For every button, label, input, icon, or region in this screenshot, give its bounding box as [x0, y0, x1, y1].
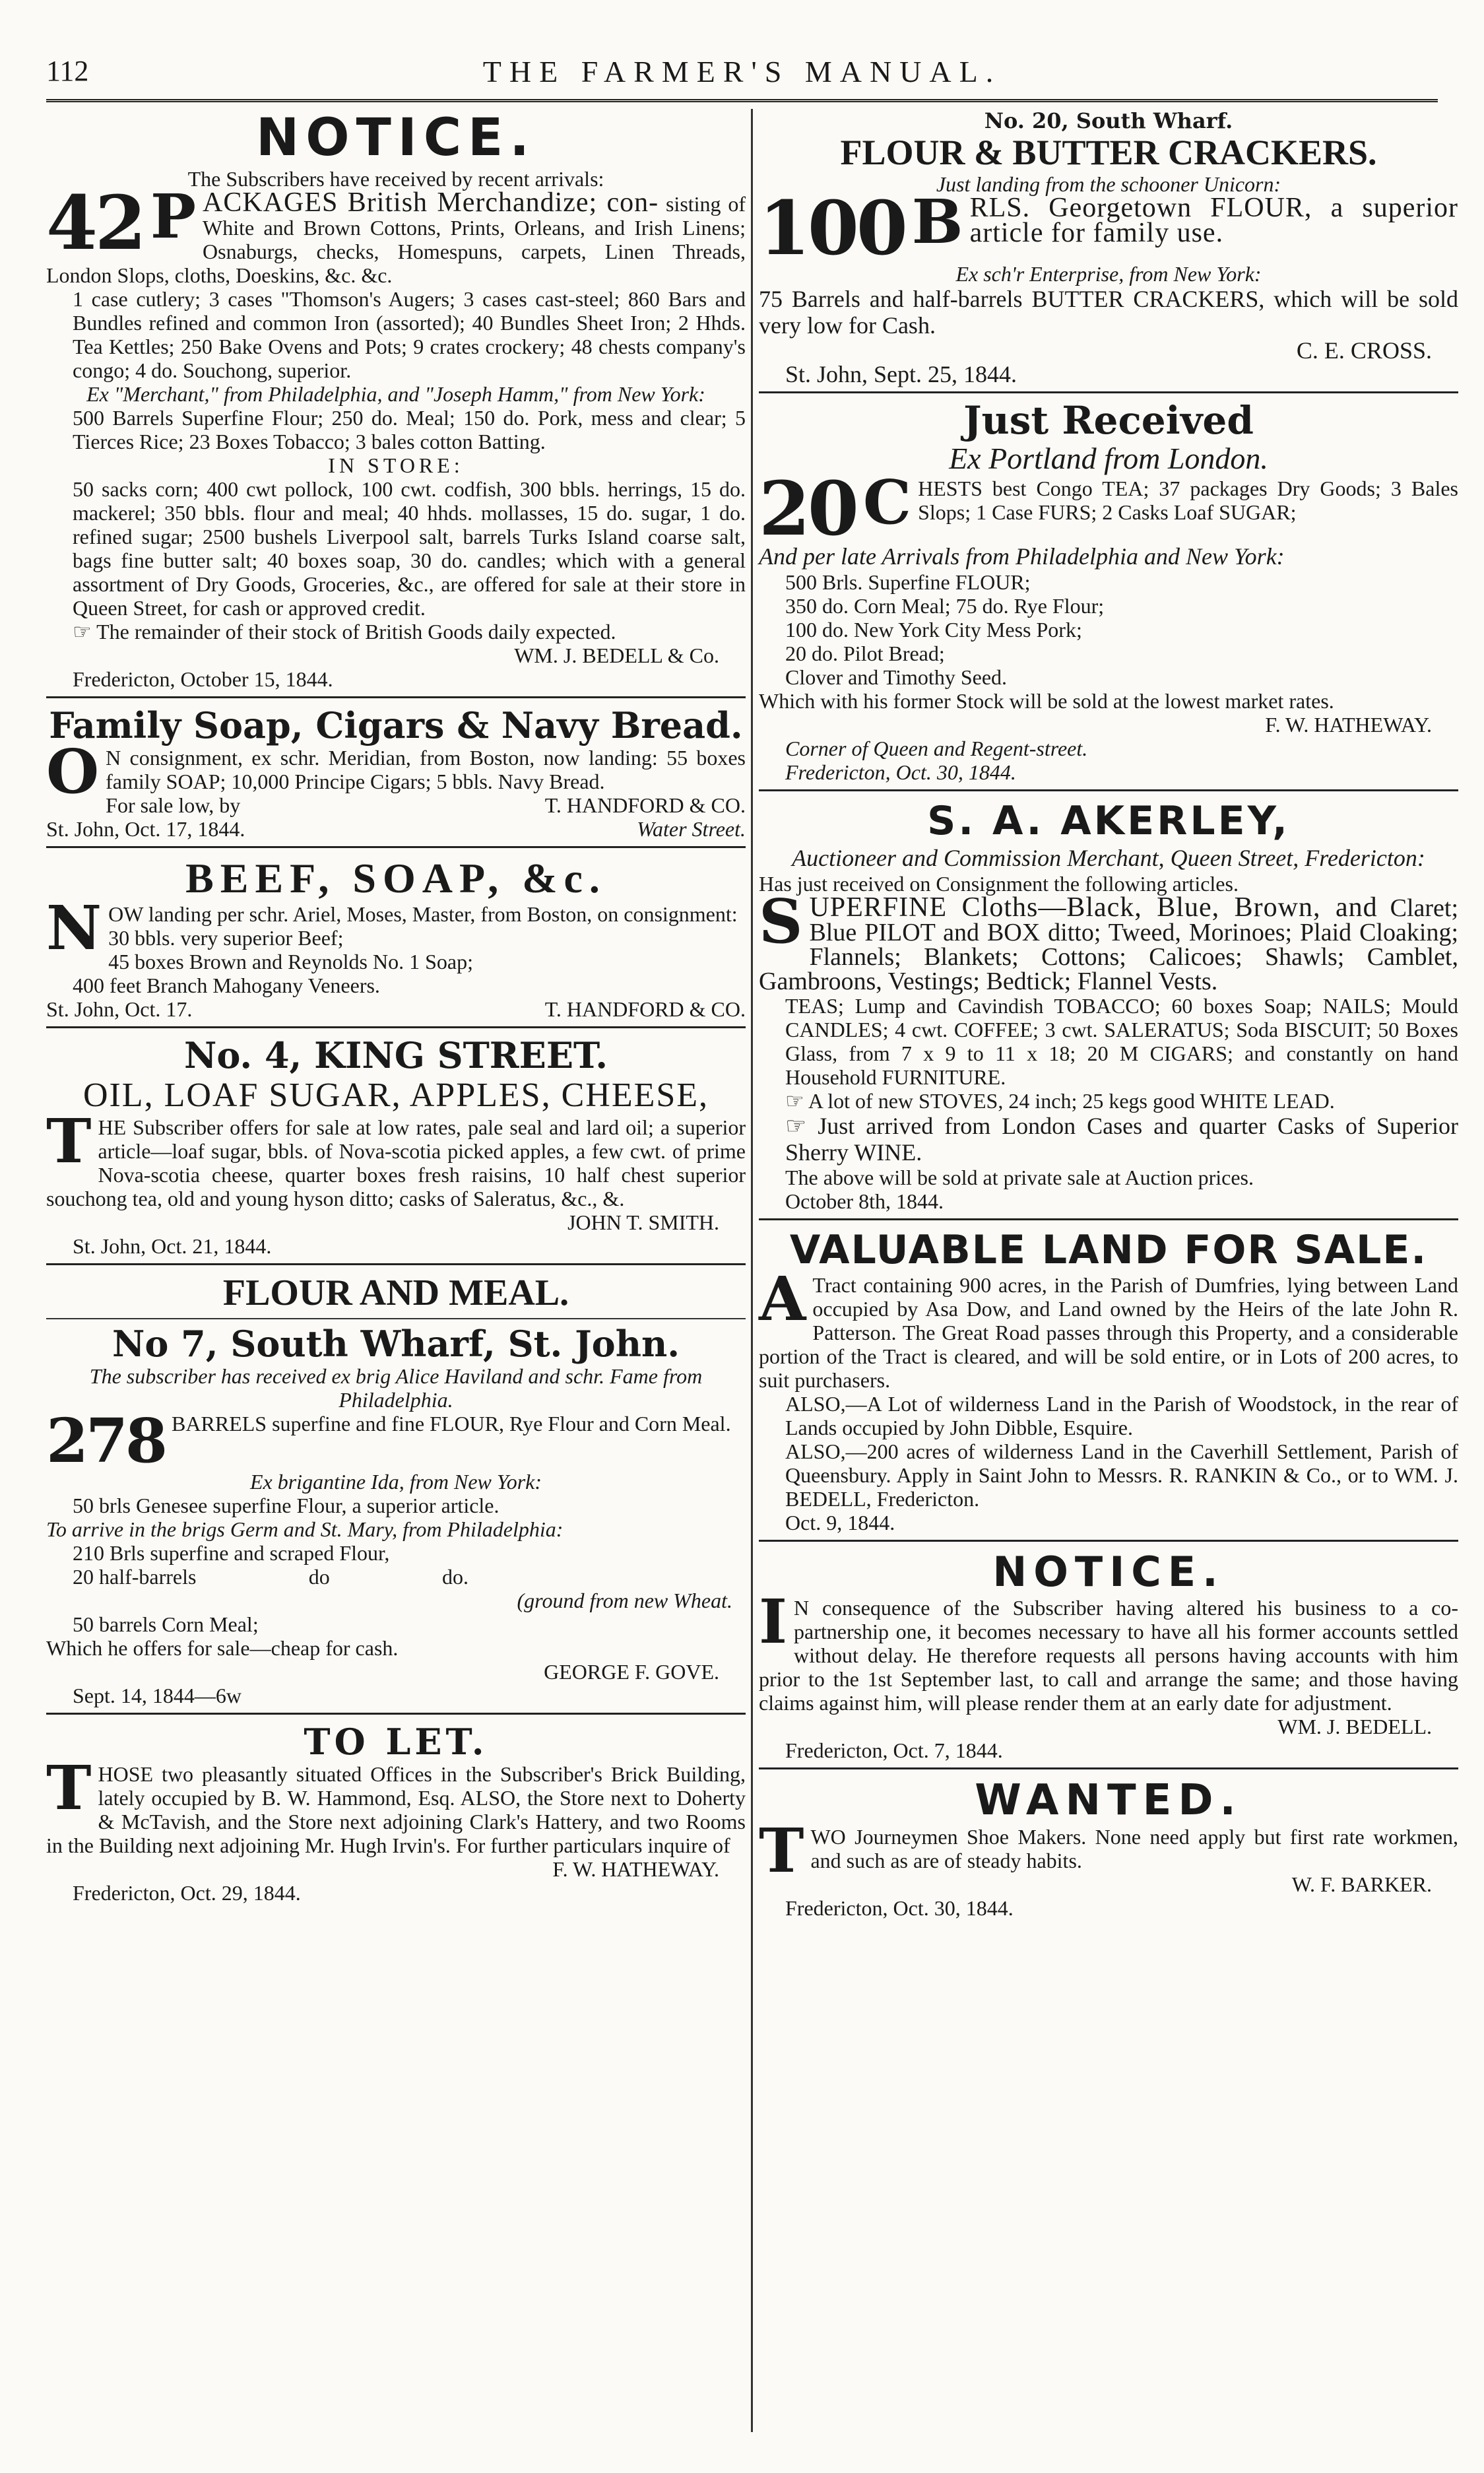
drop-cap: B — [911, 186, 963, 257]
pointing-hand-icon: ☞ — [785, 1089, 804, 1113]
ad-body — [46, 180, 746, 287]
drop-cap: P — [150, 181, 197, 252]
ad-bedell-notice — [46, 109, 746, 691]
ad-date: Sept. 14, 1844—6w — [73, 1684, 242, 1707]
ad-signature: F. W. HATHEWAY. — [552, 1857, 719, 1881]
ad-heading: Just Received — [963, 398, 1254, 443]
drop-number: 42 — [46, 180, 144, 267]
ground-note: (ground from new Wheat. — [517, 1589, 732, 1612]
item-line: Clover and Timothy Seed. — [785, 665, 1008, 689]
ad-heading: FLOUR AND MEAL. — [222, 1272, 569, 1313]
ad-subheading: No 7, South Wharf, St. John. — [112, 1323, 680, 1365]
ad-text: 1 case cutlery; 3 cases "Thomson's Augers; 3 cases cast-steel; 860 Bars and Bundles refined and common Iron (assorted); 40 Bundles Sheet Iron; 2 Hhds. Tea Kettles; 250 Bake Ovens and Pots; 9 crates crockery; 48 chests company's congo; 4 do. Souchong, superior. — [73, 287, 746, 382]
drop-cap: O — [46, 736, 100, 807]
item-line — [46, 1565, 468, 1589]
ad-body — [759, 466, 1458, 552]
item-line: 50 brls Genesee superfine Flour, a superior article. — [73, 1494, 500, 1517]
ad-text: WO Journeymen Shoe Makers. None need apply but first rate workmen, and such as are of steady habits. — [810, 1825, 1458, 1872]
ad-text: OW landing per schr. Ariel, Moses, Master, from Boston, on consignment: — [108, 902, 738, 926]
drop-cap: N — [46, 892, 102, 964]
ad-wanted — [759, 1776, 1458, 1920]
sale-label: For sale low, by — [106, 793, 241, 817]
ad-subheading: OIL, LOAF SUGAR, APPLES, CHEESE, — [82, 1076, 709, 1114]
ad-heading: VALUABLE LAND FOR SALE. — [789, 1227, 1428, 1273]
ad-signature: JOHN T. SMITH. — [567, 1210, 719, 1234]
ad-heading: Family Soap, Cigars & Navy Bread. — [49, 704, 743, 746]
drop-number: 100 — [759, 185, 905, 272]
ad-text: Which he offers for sale—cheap for cash. — [46, 1636, 399, 1660]
ad-signature: T. HANDFORD & CO. — [544, 997, 746, 1021]
ad-family-soap — [46, 705, 746, 841]
ad-intro: The Subscribers have received by recent arrivals: — [187, 167, 604, 191]
ad-signature: WM. J. BEDELL & Co. — [514, 643, 719, 667]
item-text: 20 half-barrels — [73, 1565, 197, 1589]
item-line: 210 Brls superfine and scraped Flour, — [73, 1541, 390, 1565]
pointing-hand-icon: ☞ — [73, 620, 92, 643]
ad-text: The above will be sold at private sale at Auction prices. — [785, 1166, 1254, 1189]
ad-place: Water Street. — [637, 817, 746, 841]
ad-date: St. John, Oct. 21, 1844. — [73, 1234, 272, 1258]
ad-text: Which with his former Stock will be sold at the lowest market rates. — [759, 689, 1334, 713]
stoves-text: A lot of new STOVES, 24 inch; 25 kegs good WHITE LEAD. — [808, 1089, 1335, 1113]
drop-number: 20 — [759, 466, 856, 552]
page-number: 112 — [46, 55, 89, 87]
section-rule — [759, 1218, 1458, 1220]
ad-body — [759, 1586, 1458, 1715]
ad-body — [759, 886, 1458, 995]
pointing-hand-icon: ☞ — [785, 1113, 807, 1139]
item-line: 100 do. New York City Mess Pork; — [785, 618, 1082, 642]
drop-cap: I — [759, 1586, 788, 1657]
ad-text: BARRELS superfine and fine FLOUR, Rye Flour and Corn Meal. — [172, 1412, 731, 1435]
item-text: do. — [442, 1565, 468, 1589]
ad-stoves — [759, 1089, 1458, 1113]
ad-text: HE Subscriber offers for sale at low rates, pale seal and lard oil; a superior article—loaf sugar, bbls. of Nova-scotia picked apples, a few cwt. of prime Nova-scotia cheese, quarter boxes fresh raisins, 10 half chest superior souchong tea, old and young hyson ditto; casks of Saleratus, &c., &. — [46, 1115, 746, 1210]
lead-caps: ACKAGES British Merchandize; con- — [203, 187, 659, 218]
ad-land-for-sale — [759, 1227, 1458, 1534]
ad-text: HOSE two pleasantly situated Offices in the Subscriber's Brick Building, lately occupied by B. W. Hammond, Esq. ALSO, the Store next to Doherty & McTavish, and the Store next adjoining Clark's Hattery, and two Rooms in the Building next adjoining Mr. Hugh Irvin's. For further particulars inquire of — [46, 1762, 746, 1857]
ad-body — [46, 1405, 746, 1476]
arrival-line: And per late Arrivals from Philadelphia and New York: — [759, 543, 1285, 570]
drop-cap: T — [759, 1815, 804, 1886]
ad-date: October 8th, 1844. — [785, 1189, 944, 1213]
item-line: 30 bbls. very superior Beef; — [108, 926, 344, 950]
drop-cap: S — [759, 886, 803, 957]
ad-text: sisting of White and Brown Cottons, Prints, Orleans, and Irish Linens; Osnaburgs, checks, Homespuns, carpets, Linen Threads, London Slops, cloths, Doeskins, &c. &c. — [46, 192, 746, 287]
column-divider — [751, 109, 753, 2432]
lead-caps: UPERFINE Cloths—Black, Blue, Brown, and — [809, 892, 1378, 923]
ad-date: St. John, Sept. 25, 1844. — [785, 361, 1017, 387]
section-rule — [46, 846, 746, 848]
ad-beef-soap — [46, 855, 746, 1021]
ad-intro: Just landing from the schooner Unicorn: — [936, 172, 1281, 196]
ad-text: 75 Barrels and half-barrels BUTTER CRACKERS, which will be sold very low for Cash. — [759, 286, 1458, 339]
wine-text: Just arrived from London Cases and quarter Casks of Superior Sherry WINE. — [785, 1113, 1459, 1166]
header-rule — [46, 99, 1438, 106]
ad-signature: C. E. CROSS. — [1296, 337, 1432, 364]
ad-date: St. John, Oct. 17. — [46, 997, 193, 1021]
ad-date: St. John, Oct. 17, 1844. — [46, 817, 245, 841]
ad-flour-meal — [46, 1272, 746, 1707]
ad-date: Fredericton, Oct. 30, 1844. — [785, 760, 1016, 784]
section-rule — [46, 1026, 746, 1028]
drop-cap: A — [759, 1263, 806, 1335]
page-title: THE FARMER'S MANUAL. — [482, 55, 1002, 88]
ad-heading: TO LET. — [304, 1721, 488, 1763]
ad-ex-line: Ex Portland from London. — [949, 442, 1268, 475]
ad-date: Oct. 9, 1844. — [785, 1511, 895, 1534]
ad-text: Claret; Blue PILOT and BOX ditto; Tweed, Morinoes; Plaid Cloaking; Flannels; Blankets; Cottons; Calicoes; Shawls; Camblet, Gambroons, Vestings; Bedtick; Flannel Vests. — [759, 894, 1458, 995]
ad-flour-crackers — [759, 109, 1458, 386]
ad-text: 500 Barrels Superfine Flour; 250 do. Meal; 150 do. Pork, mess and clear; 5 Tierces Rice; 23 Boxes Tobacco; 3 bales cotton Batting. — [73, 406, 746, 453]
ad-heading: NOTICE. — [992, 1548, 1225, 1596]
arrival-line: To arrive in the brigs Germ and St. Mary, from Philadelphia: — [46, 1517, 564, 1541]
ad-intro: The subscriber has received ex brig Alice Haviland and schr. Fame from Philadelphia. — [89, 1364, 703, 1412]
ad-intro: Has just received on Consignment the following articles. — [759, 872, 1239, 896]
page-header — [46, 54, 1438, 96]
item-line: 20 do. Pilot Bread; — [785, 642, 945, 665]
drop-cap: T — [46, 1105, 92, 1177]
ad-heading: WANTED. — [975, 1776, 1242, 1825]
ad-date: Fredericton, Oct. 30, 1844. — [785, 1896, 1014, 1920]
ad-text: N consequence of the Subscriber having altered his business to a co-partnership one, it becomes necessary to have all his former accounts settled without delay. He therefore requests all persons having accounts with him prior to the 1st September last, to call and arrange the same; and those having claims against him, will please render them at an early date for adjustment. — [759, 1596, 1458, 1715]
ad-body — [46, 1752, 746, 1857]
ad-date: Fredericton, October 15, 1844. — [73, 667, 333, 691]
item-line: 45 boxes Brown and Reynolds No. 1 Soap; — [108, 950, 473, 973]
section-rule — [759, 789, 1458, 791]
ad-text: Tract containing 900 acres, in the Parish of Dumfries, lying between Land occupied by Asa Dow, and Land owned by the Heirs of the late John R. Patterson. The Great Road passes through this Property, and a considerable portion of the Tract is cleared, and will be sold entire, or in Lots of 200 acres, to suit purchasers. — [759, 1273, 1458, 1392]
date-line — [46, 997, 746, 1021]
ad-heading: S. A. AKERLEY, — [927, 798, 1290, 844]
section-rule — [46, 1713, 746, 1715]
ad-text: TEAS; Lump and Cavindish TOBACCO; 60 boxes Soap; NAILS; Mould CANDLES; 4 cwt. COFFEE; 3 cwt. SALERATUS; Soda BISCUIT; 50 Boxes Glass, from 7 x 9 to 11 x 18; 20 M CIGARS; and constantly on hand Household FURNITURE. — [785, 994, 1458, 1089]
item-line: 350 do. Corn Meal; 75 do. Rye Flour; — [785, 594, 1105, 618]
ad-date: Fredericton, Oct. 7, 1844. — [785, 1738, 1003, 1762]
ad-text: HESTS best Congo TEA; 37 packages Dry Goods; 3 Bales Slops; 1 Case FURS; 2 Casks Loaf SUGAR; — [918, 477, 1458, 524]
section-rule — [46, 696, 746, 698]
ad-address: Corner of Queen and Regent-street. — [785, 737, 1088, 760]
ad-text: ALSO,—A Lot of wilderness Land in the Parish of Woodstock, in the rear of Lands occupied by John Dibble, Esquire. — [785, 1392, 1458, 1439]
ad-signature: WM. J. BEDELL. — [1277, 1715, 1432, 1738]
ad-ex-line: Ex brigantine Ida, from New York: — [249, 1470, 542, 1494]
ad-king-street — [46, 1035, 746, 1258]
ad-text: N consignment, ex schr. Meridian, from Boston, now landing: 55 boxes family SOAP; 10,000 Principe Cigars; 5 bbls. Navy Bread. — [106, 746, 746, 793]
ad-subheading: Auctioneer and Commission Merchant, Queen Street, Fredericton: — [792, 845, 1425, 871]
ad-signature: W. F. BARKER. — [1291, 1872, 1432, 1896]
ad-signature: T. HANDFORD & CO. — [544, 793, 746, 817]
item-line: 400 feet Branch Mahogany Veneers. — [73, 973, 380, 997]
ad-text: RLS. Georgetown FLOUR, a superior article for family use. — [969, 193, 1458, 248]
section-rule — [759, 1540, 1458, 1542]
drop-cap: C — [862, 467, 912, 538]
drop-number: 278 — [46, 1405, 166, 1476]
ad-address: No. 20, South Wharf. — [984, 108, 1233, 133]
ad-akerley — [759, 798, 1458, 1213]
ad-heading: FLOUR & BUTTER CRACKERS. — [840, 133, 1377, 172]
ad-body — [759, 185, 1458, 272]
date-line — [46, 817, 746, 841]
ad-text: ALSO,—200 acres of wilderness Land in the Caverhill Settlement, Parish of Queensbury. Apply in Saint John to Messrs. R. RANKIN & Co., or to WM. J. BEDELL, Fredericton. — [785, 1439, 1458, 1511]
ad-wine — [759, 1113, 1458, 1166]
ad-to-let — [46, 1721, 746, 1905]
ad-notice-bedell — [759, 1548, 1458, 1762]
item-line: 500 Brls. Superfine FLOUR; — [785, 570, 1031, 594]
ad-heading: BEEF, SOAP, &c. — [185, 855, 606, 902]
drop-cap: T — [46, 1752, 92, 1824]
ad-signature: F. W. HATHEWAY. — [1265, 713, 1432, 737]
ad-text: 50 sacks corn; 400 cwt pollock, 100 cwt. codfish, 300 bbls. herrings, 15 do. mackerel; 350 bbls. flour and meal; 40 hhds. mollasses, 15 do. sugar, 1 do. refined sugar; 2500 bushels Liverpool salt, barrels Turks Island coarse salt, bags fine butter salt; 40 boxes soap, 30 do. candles; which with a general assortment of Dry Goods, Groceries, &c., are offered for sale at their store in Queen Street, for cash or approved credit. — [73, 477, 746, 620]
right-column — [759, 109, 1458, 1920]
section-rule — [759, 391, 1458, 393]
in-store-label: IN STORE: — [328, 453, 464, 477]
ad-date: Fredericton, Oct. 29, 1844. — [73, 1881, 301, 1905]
sale-line — [106, 793, 746, 817]
left-column — [46, 109, 746, 1905]
ad-remainder — [46, 620, 746, 643]
section-rule — [46, 1318, 746, 1319]
ad-heading: No. 4, KING STREET. — [183, 1034, 608, 1076]
section-rule — [46, 1263, 746, 1265]
ad-heading: NOTICE. — [256, 108, 536, 168]
ad-ex-line: Ex sch'r Enterprise, from New York: — [955, 262, 1262, 286]
item-line: 50 barrels Corn Meal; — [73, 1612, 259, 1636]
ad-signature: GEORGE F. GOVE. — [544, 1660, 719, 1684]
ad-ex-line: Ex "Merchant," from Philadelphia, and "Joseph Hamm," from New York: — [86, 382, 705, 406]
ad-just-received — [759, 400, 1458, 784]
ad-body — [46, 1105, 746, 1210]
remainder-text: The remainder of their stock of British Goods daily expected. — [96, 620, 616, 643]
section-rule — [759, 1767, 1458, 1769]
ad-body — [759, 1263, 1458, 1392]
item-text: do — [308, 1565, 330, 1589]
